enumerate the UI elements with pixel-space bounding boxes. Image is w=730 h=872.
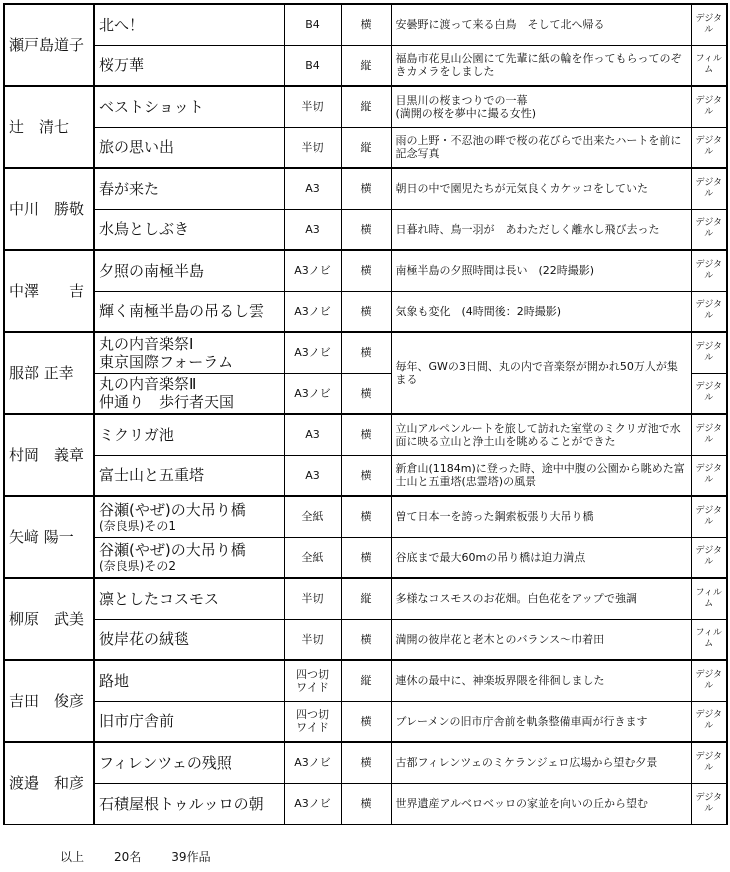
orientation: 横 — [341, 4, 391, 45]
media-format: デジタル — [691, 455, 727, 496]
work-description: 日暮れ時、鳥一羽が あわただしく離水し飛び去った — [391, 209, 691, 250]
print-size: A3ノビ — [284, 332, 341, 373]
orientation: 横 — [341, 168, 391, 209]
print-size: A3ノビ — [284, 373, 341, 414]
author-name: 服部 正幸 — [4, 332, 94, 414]
media-format: デジタル — [691, 537, 727, 578]
work-row — [4, 291, 727, 332]
media-format: デジタル — [691, 701, 727, 742]
print-size: A3 — [284, 209, 341, 250]
work-description: 立山アルペンルートを旅して訪れた室堂のミクリガ池で水面に映る立山と浄土山を眺めることができた — [391, 414, 691, 455]
work-title: 夕照の南極半島 — [99, 261, 205, 280]
work-title-cell — [94, 373, 284, 414]
print-size: A3 — [284, 168, 341, 209]
work-row — [4, 332, 727, 373]
print-size: 半切 — [284, 127, 341, 168]
work-title-cell — [94, 291, 284, 332]
author-name: 辻 清七 — [4, 86, 94, 168]
footer-works-count: 39作品 — [171, 850, 211, 864]
orientation: 縦 — [341, 578, 391, 619]
work-description: ブレーメンの旧市庁舎前を軌条整備車両が行きます — [391, 701, 691, 742]
work-title: 路地 — [99, 671, 130, 690]
media-format: デジタル — [691, 373, 727, 414]
media-format: デジタル — [691, 209, 727, 250]
work-title: 谷瀬(やぜ)の大吊り橋 — [99, 500, 246, 519]
work-description: 毎年、GWの3日間、丸の内で音楽祭が開かれ50万人が集まる — [391, 332, 691, 414]
work-description: 朝日の中で園児たちが元気良くカケッコをしていた — [391, 168, 691, 209]
work-title: 丸の内音楽祭Ⅰ 東京国際フォーラム — [99, 334, 234, 371]
entry-list-body — [4, 4, 727, 824]
work-row — [4, 4, 727, 45]
work-title-cell — [94, 209, 284, 250]
media-format: デジタル — [691, 783, 727, 824]
print-size: A3 — [284, 414, 341, 455]
work-title: 彼岸花の絨毯 — [99, 630, 190, 649]
media-format: デジタル — [691, 291, 727, 332]
work-title: 富士山と五重塔 — [99, 466, 205, 485]
orientation: 縦 — [341, 127, 391, 168]
work-description: 目黒川の桜まつりでの一幕 (満開の桜を夢中に撮る女性) — [391, 86, 691, 127]
work-description: 南極半島の夕照時間は長い (22時撮影) — [391, 250, 691, 291]
work-title: 旅の思い出 — [99, 138, 175, 157]
media-format: デジタル — [691, 4, 727, 45]
work-title: ミクリガ池 — [99, 425, 174, 444]
work-row — [4, 86, 727, 127]
orientation: 縦 — [341, 45, 391, 86]
work-row — [4, 660, 727, 701]
author-name: 瀬戸島道子 — [4, 4, 94, 86]
work-title: 丸の内音楽祭Ⅱ 仲通り 歩行者天国 — [99, 375, 235, 412]
author-name: 柳原 武美 — [4, 578, 94, 660]
media-format: フィルム — [691, 619, 727, 660]
work-description: 谷底まで最大60mの吊り橋は迫力満点 — [391, 537, 691, 578]
orientation: 横 — [341, 291, 391, 332]
print-size: A3 — [284, 455, 341, 496]
print-size: 全紙 — [284, 537, 341, 578]
print-size: 半切 — [284, 619, 341, 660]
print-size: A3ノビ — [284, 742, 341, 783]
footer-summary — [60, 848, 241, 865]
orientation: 横 — [341, 455, 391, 496]
work-title: 石積屋根トゥルッロの朝 — [99, 794, 264, 813]
work-description: 満開の彼岸花と老木とのバランス～巾着田 — [391, 619, 691, 660]
media-format: デジタル — [691, 332, 727, 373]
work-description: 安曇野に渡って来る白鳥 そして北へ帰る — [391, 4, 691, 45]
print-size: 半切 — [284, 86, 341, 127]
media-format: デジタル — [691, 414, 727, 455]
work-description: 古都フィレンツェのミケランジェロ広場から望む夕景 — [391, 742, 691, 783]
work-title-cell — [94, 537, 284, 578]
work-title-cell — [94, 414, 284, 455]
footer-people-count: 20名 — [114, 850, 142, 864]
work-row — [4, 168, 727, 209]
print-size: A3ノビ — [284, 291, 341, 332]
work-title: フィレンツェの残照 — [99, 753, 232, 772]
media-format: フィルム — [691, 45, 727, 86]
work-title-cell — [94, 250, 284, 291]
orientation: 横 — [341, 701, 391, 742]
orientation: 横 — [341, 742, 391, 783]
work-row — [4, 537, 727, 578]
work-description: 新倉山(1184m)に登った時、途中中腹の公園から眺めた富士山と五重塔(忠霊塔)の風景 — [391, 455, 691, 496]
print-size: 全紙 — [284, 496, 341, 537]
work-row — [4, 455, 727, 496]
work-row — [4, 250, 727, 291]
media-format: フィルム — [691, 578, 727, 619]
print-size: 四つ切 ワイド — [284, 660, 341, 701]
orientation: 横 — [341, 783, 391, 824]
work-row — [4, 701, 727, 742]
work-row — [4, 209, 727, 250]
media-format: デジタル — [691, 742, 727, 783]
orientation: 横 — [341, 414, 391, 455]
work-title-cell — [94, 86, 284, 127]
work-row — [4, 414, 727, 455]
footer-end: 以上 — [60, 850, 85, 864]
work-title-cell — [94, 496, 284, 537]
work-title-cell — [94, 455, 284, 496]
author-name: 中澤 吉 — [4, 250, 94, 332]
work-title-cell — [94, 332, 284, 373]
work-description: 世界遺産アルベロベッロの家並を向いの丘から望む — [391, 783, 691, 824]
work-title-cell — [94, 4, 284, 45]
author-name: 村岡 義章 — [4, 414, 94, 496]
work-title-cell — [94, 127, 284, 168]
author-name: 中川 勝敬 — [4, 168, 94, 250]
work-title-cell — [94, 168, 284, 209]
work-title: ベストショット — [99, 97, 204, 116]
work-title-cell — [94, 701, 284, 742]
orientation: 縦 — [341, 660, 391, 701]
work-row — [4, 45, 727, 86]
work-row — [4, 742, 727, 783]
work-row — [4, 127, 727, 168]
work-description: 雨の上野・不忍池の畔で桜の花びらで出来たハートを前に記念写真 — [391, 127, 691, 168]
work-title: 桜万華 — [99, 56, 145, 75]
work-subtitle: (奈良県)その2 — [99, 559, 176, 574]
entry-list-table — [3, 3, 728, 825]
orientation: 横 — [341, 373, 391, 414]
work-title-cell — [94, 742, 284, 783]
work-subtitle: (奈良県)その1 — [99, 518, 176, 533]
work-title: 水鳥としぶき — [99, 220, 190, 239]
work-title-cell — [94, 578, 284, 619]
work-title: 春が来た — [99, 179, 160, 198]
work-description: 多様なコスモスのお花畑。白色花をアップで強調 — [391, 578, 691, 619]
work-description: 福島市花見山公園にて先輩に紙の輪を作ってもらってのぞきカメラをしました — [391, 45, 691, 86]
print-size: B4 — [284, 45, 341, 86]
media-format: デジタル — [691, 168, 727, 209]
work-title: 旧市庁舎前 — [99, 712, 175, 731]
work-title: 谷瀬(やぜ)の大吊り橋 — [99, 541, 246, 560]
print-size: B4 — [284, 4, 341, 45]
author-name: 渡邉 和彦 — [4, 742, 94, 824]
work-title: 輝く南極半島の吊るし雲 — [99, 302, 265, 321]
print-size: A3ノビ — [284, 783, 341, 824]
media-format: デジタル — [691, 250, 727, 291]
orientation: 横 — [341, 332, 391, 373]
work-row — [4, 783, 727, 824]
media-format: デジタル — [691, 660, 727, 701]
work-title-cell — [94, 45, 284, 86]
media-format: デジタル — [691, 496, 727, 537]
work-row — [4, 619, 727, 660]
work-row — [4, 578, 727, 619]
media-format: デジタル — [691, 86, 727, 127]
work-row — [4, 496, 727, 537]
work-description: 気象も変化 (4時間後：2時撮影) — [391, 291, 691, 332]
work-title-cell — [94, 619, 284, 660]
print-size: 半切 — [284, 578, 341, 619]
author-name: 吉田 俊彦 — [4, 660, 94, 742]
work-title: 凛としたコスモス — [99, 589, 220, 608]
orientation: 横 — [341, 619, 391, 660]
print-size: A3ノビ — [284, 250, 341, 291]
work-title-cell — [94, 660, 284, 701]
work-description: 連休の最中に、神楽坂界隈を徘徊しました — [391, 660, 691, 701]
orientation: 縦 — [341, 86, 391, 127]
print-size: 四つ切 ワイド — [284, 701, 341, 742]
work-title: 北へ！ — [99, 15, 145, 34]
orientation: 横 — [341, 209, 391, 250]
work-title-cell — [94, 783, 284, 824]
orientation: 横 — [341, 496, 391, 537]
orientation: 横 — [341, 537, 391, 578]
work-description: 曽て日本一を誇った鋼索板張り大吊り橋 — [391, 496, 691, 537]
orientation: 横 — [341, 250, 391, 291]
author-name: 矢﨑 陽一 — [4, 496, 94, 578]
media-format: デジタル — [691, 127, 727, 168]
